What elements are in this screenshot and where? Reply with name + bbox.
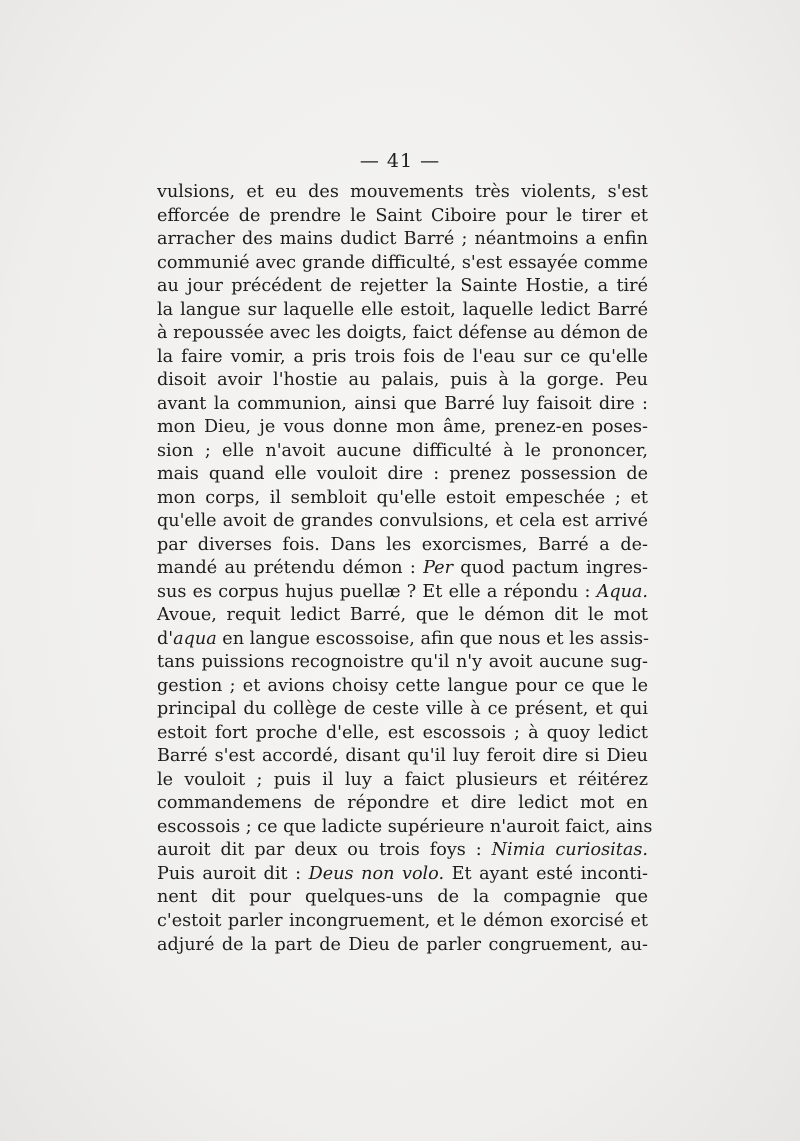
text-span: en langue escossoise, afin que nous et les assis- xyxy=(216,628,649,649)
text-line xyxy=(157,534,648,558)
text-span: adjuré de la part de Dieu de parler congruement, au- xyxy=(157,934,648,955)
text-span: disoit avoir l'hostie au palais, puis à la gorge. Peu xyxy=(157,370,648,391)
text-span: mandé au prétendu démon : xyxy=(157,558,424,579)
text-line xyxy=(157,886,648,910)
text-span: efforcée de prendre le Saint Ciboire pour le tirer et xyxy=(157,205,648,226)
text-span: tans puissions recognoistre qu'il n'y avoit aucune sug- xyxy=(157,652,648,673)
text-line xyxy=(157,510,648,534)
text-line xyxy=(157,839,648,863)
text-span: gestion ; et avions choisy cette langue pour ce que le xyxy=(157,675,648,696)
italic-text-span: aqua xyxy=(173,628,217,649)
text-span: mon corps, il sembloit qu'elle estoit empeschée ; et xyxy=(157,487,648,508)
text-span: la faire vomir, a pris trois fois de l'eau sur ce qu'elle xyxy=(157,346,648,367)
text-line xyxy=(157,393,648,417)
text-span: Avoue, requit ledict Barré, que le démon dit le mot xyxy=(157,605,648,626)
text-line xyxy=(157,346,648,370)
text-line xyxy=(157,863,648,887)
text-line xyxy=(157,252,648,276)
text-line xyxy=(157,228,648,252)
text-line xyxy=(157,792,648,816)
text-span: Et ayant esté inconti- xyxy=(444,863,648,884)
text-span: principal du collège de ceste ville à ce présent, et qui xyxy=(157,699,648,720)
italic-text-span: Nimia curiositas. xyxy=(491,840,648,861)
text-span: communié avec grande difficulté, s'est essayée comme xyxy=(157,252,648,273)
text-line xyxy=(157,722,648,746)
text-span: auroit dit par deux ou trois foys : xyxy=(157,840,492,861)
text-span: nent dit pour quelques-uns de la compagnie que xyxy=(157,887,648,908)
text-span: arracher des mains dudict Barré ; néantmoins a enfin xyxy=(157,229,648,250)
body-text xyxy=(157,181,653,957)
text-span: le vouloit ; puis il luy a faict plusieurs et réitérez xyxy=(157,769,648,790)
text-line xyxy=(157,745,648,769)
text-line xyxy=(157,628,648,652)
text-line xyxy=(157,440,648,464)
text-span: à repoussée avec les doigts, faict défense au démon de xyxy=(157,323,648,344)
italic-text-span: Aqua. xyxy=(596,581,648,602)
text-line xyxy=(157,698,648,722)
text-line xyxy=(157,557,648,581)
text-span: sion ; elle n'avoit aucune difficulté à le prononcer, xyxy=(157,440,648,461)
text-line xyxy=(157,275,648,299)
text-span: quod pactum ingres- xyxy=(452,558,648,579)
text-span: sus es corpus hujus puellæ ? Et elle a répondu : xyxy=(157,581,597,602)
text-line xyxy=(157,463,648,487)
italic-text-span: Per xyxy=(423,558,453,579)
text-line xyxy=(157,604,648,628)
text-line xyxy=(157,487,648,511)
text-line xyxy=(157,910,648,934)
text-span: c'estoit parler incongruement, et le démon exorcisé et xyxy=(157,910,648,931)
text-span: vulsions, et eu des mouvements très violents, s'est xyxy=(157,182,648,202)
text-span: escossois ; ce que ladicte supérieure n'auroit faict, ains xyxy=(157,816,653,837)
text-line xyxy=(157,299,648,323)
text-span: qu'elle avoit de grandes convulsions, et cela est arrivé xyxy=(157,511,648,532)
text-span: mais quand elle vouloit dire : prenez possession de xyxy=(157,464,648,485)
text-line xyxy=(157,934,648,958)
page-number: — 41 — xyxy=(359,150,441,172)
text-span: avant la communion, ainsi que Barré luy faisoit dire : xyxy=(157,393,648,414)
italic-text-span: Deus non volo. xyxy=(308,863,445,884)
text-span: commandemens de répondre et dire ledict mot en xyxy=(157,793,648,814)
text-span: par diverses fois. Dans les exorcismes, Barré a de- xyxy=(157,534,648,555)
text-line xyxy=(157,816,653,840)
text-span: la langue sur laquelle elle estoit, laquelle ledict Barré xyxy=(157,299,648,320)
text-line xyxy=(157,181,648,205)
text-line xyxy=(157,675,648,699)
text-line xyxy=(157,369,648,393)
text-line xyxy=(157,651,648,675)
text-span: Barré s'est accordé, disant qu'il luy feroit dire si Dieu xyxy=(157,746,648,767)
text-span: estoit fort proche d'elle, est escossois ; à quoy ledict xyxy=(157,722,648,743)
text-span: Puis auroit dit : xyxy=(157,863,309,884)
text-line xyxy=(157,205,648,229)
text-line xyxy=(157,581,648,605)
text-span: d' xyxy=(157,628,174,649)
text-span: mon Dieu, je vous donne mon âme, prenez-en poses- xyxy=(157,417,648,438)
text-line xyxy=(157,322,648,346)
text-line xyxy=(157,769,648,793)
text-span: au jour précédent de rejetter la Sainte Hostie, a tiré xyxy=(157,276,648,297)
text-line xyxy=(157,416,648,440)
